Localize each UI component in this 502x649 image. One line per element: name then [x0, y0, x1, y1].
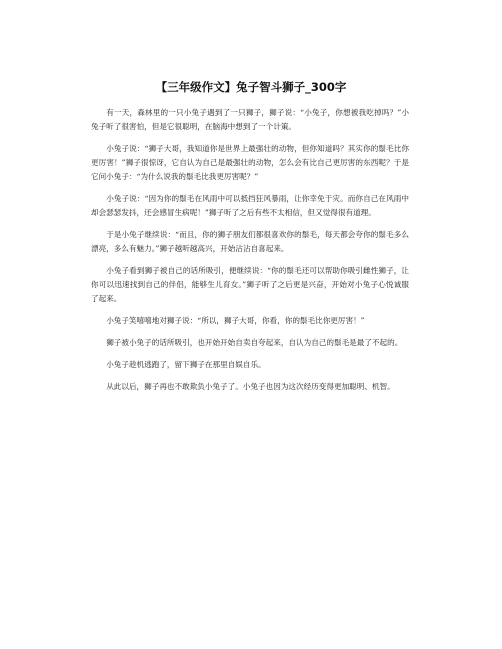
paragraph: 小兔子趁机逃跑了，留下狮子在那里自娱自乐。	[106, 360, 266, 369]
paragraph: 从此以后，狮子再也不敢欺负小兔子了。小兔子也因为这次经历变得更加聪明、机智。	[106, 382, 395, 391]
document-title: 【三年级作文】兔子智斗狮子_300字	[155, 80, 347, 94]
paragraph: 小兔子笑嘻嘻地对狮子说：“所以，狮子大哥，你看，你的鬃毛比你更厉害！”	[106, 316, 365, 325]
paragraph: 小兔子看到狮子被自己的话所吸引，便继续说：“你的鬃毛还可以帮助你吸引雌性狮子，让你可以迅速找到自己的伴侣，能够生儿育女。”狮子听了之后更是兴奋，开始对小兔子心悦诚服了起来。	[91, 266, 409, 303]
paragraph: 小兔子说：“狮子大哥，我知道你是世界上最强壮的动物，但你知道吗？其实你的鬃毛比你更厉害！”狮子很惊讶，它自认为自己是最强壮的动物，怎么会有比自己更厉害的东西呢？于是它问小兔子：“为什么说我的鬃毛比我更厉害呢？”	[91, 144, 409, 181]
paragraph: 小兔子说：“因为你的鬃毛在风雨中可以抵挡狂风暴雨，让你幸免于灾。而你自己在风雨中却会瑟瑟发抖，还会感冒生病呢！”狮子听了之后有些不太相信，但又觉得很有道理。	[91, 194, 409, 217]
paragraph: 有一天，森林里的一只小兔子遇到了一只狮子，狮子说：“小兔子，你想被我吃掉吗？”小兔子听了很害怕，但是它很聪明，在脑海中想到了一个计策。	[91, 108, 409, 131]
paragraph: 于是小兔子继续说：“而且，你的狮子朋友们都很喜欢你的鬃毛，每天都会夸你的鬃毛多么漂亮，多么有魅力。”狮子越听越高兴，开始沾沾自喜起来。	[91, 230, 409, 253]
document-body	[91, 106, 409, 402]
paragraph: 狮子被小兔子的话所吸引，也开始开始自卖自夸起来，自认为自己的鬃毛是最了不起的。	[106, 338, 403, 347]
